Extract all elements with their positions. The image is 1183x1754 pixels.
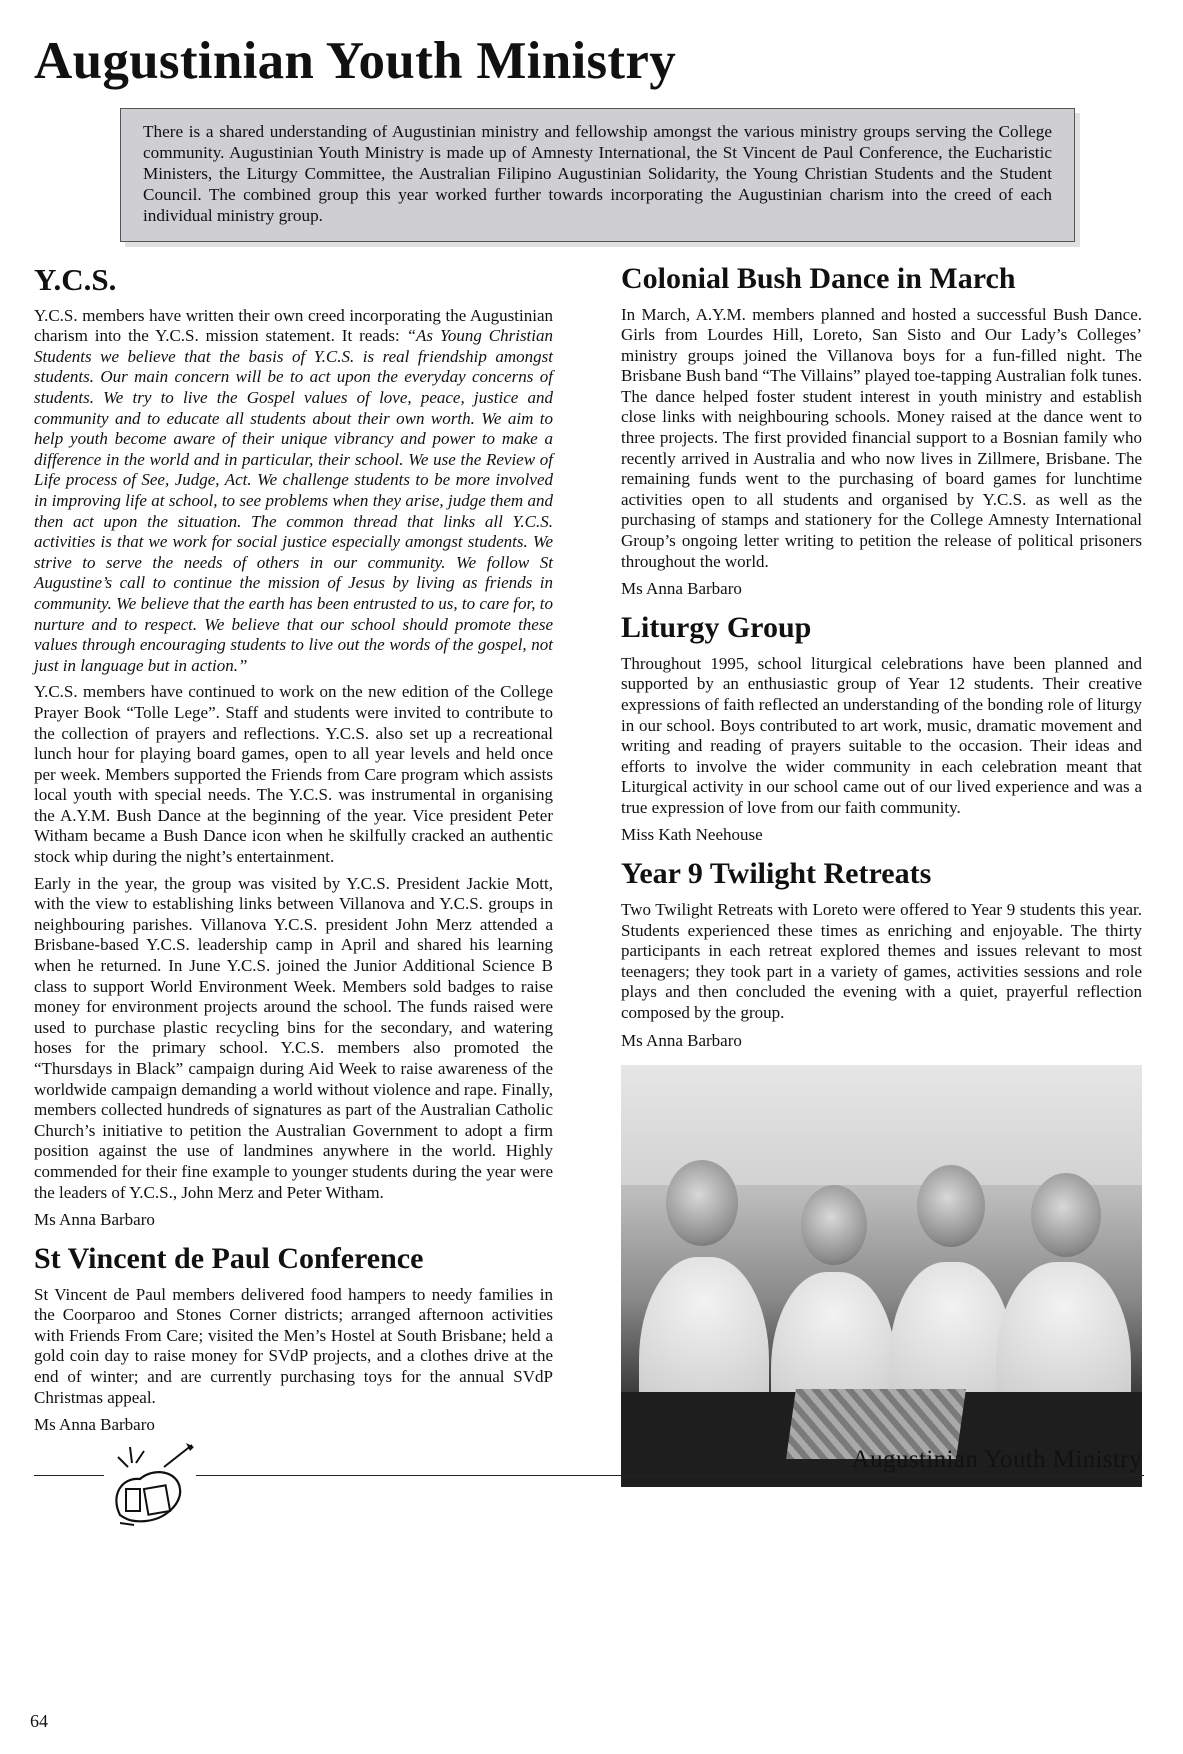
page-title: Augustinian Youth Ministry xyxy=(34,32,676,90)
intro-box: There is a shared understanding of Augustinian ministry and fellowship amongst the various ministry groups serving the College community. Augustinian Youth Ministry is made up of Amnesty International, the St Vincent de Paul Conference, the Eucharistic Ministers, the Liturgy Committee, the Australian Filipino Augustinian Solidarity, the Young Christian Students and the Student Council. The combined group this year worked further towards incorporating the Augustinian charism into the creed of each individual ministry group. xyxy=(120,108,1075,242)
svdp-body: St Vincent de Paul members delivered food hampers to needy families in the Coorparoo and Stones Corner districts; arranged afternoon activities with Friends From Care; visited the Men’s Hostel at South Brisbane; held a gold coin day to raise money for SVdP projects, and a clothes drive at the end of winter; and are currently purchasing toys for the annual SVdP Christmas appeal. xyxy=(34,1284,553,1407)
photo-student-4-head xyxy=(1031,1173,1101,1257)
photo-student-1-head xyxy=(666,1160,738,1246)
photo-student-3-head xyxy=(917,1165,985,1247)
page-number: 64 xyxy=(30,1711,48,1731)
footer-rule-right xyxy=(196,1475,1144,1476)
ycs-creed-paragraph xyxy=(34,306,553,677)
bush-dance-heading: Colonial Bush Dance in March xyxy=(621,262,1016,295)
bush-dance-body: In March, A.Y.M. members planned and hosted a successful Bush Dance. Girls from Lourdes Hill, Loreto, San Sisto and Our Lady’s Colleges’ ministry groups joined the Villanova boys for a fun-filled night. The Brisbane Bush band “The Villains” played toe-tapping Australian folk tunes. The dance helped foster student interest in youth ministry and establish close links with neighbouring schools. Money raised at the dance went to three projects. The first provided financial support to a Bosnian family who recently arrived in Australia and who now lives in Zillmere, Brisbane. The remaining funds went to the purchasing of board games for lunchtime activities open to all students and organised by Y.C.S. as well as the purchasing of stamps and stationery for the College Amnesty International Group’s ongoing letter writing to petition the release of political prisoners throughout the world. xyxy=(621,304,1142,571)
liturgy-body: Throughout 1995, school liturgical celebrations have been planned and supported by an enthusiastic group of Year 12 students. Their creative expressions of faith reflected an understanding of the bonding role of liturgy in our school. Boys contributed to art work, music, dramatic movement and writing and reading of prayers suitable to the occasion. Their ideas and efforts to involve the wider community in each celebration meant that Liturgical activity in our school came out of our lived experience and was a true expression of love from our faith community. xyxy=(621,653,1142,817)
ycs-paragraph-2: Y.C.S. members have continued to work on the new edition of the College Prayer Book “Tolle Lege”. Staff and students were invited to contribute to the collection of prayers and reflections. Y.C.S. also set up a recreational lunch hour for playing board games, open to all year levels and held once per week. Members supported the Friends from Care program which assists local youth with special needs. The Y.C.S. was instrumental in organising the A.Y.M. Bush Dance at the beginning of the year. Vice president Peter Witham became a Bush Dance icon when he skilfully cracked an authentic stock whip during the night’s entertainment. xyxy=(34,682,553,867)
liturgy-heading: Liturgy Group xyxy=(621,611,812,645)
bush-dance-signature: Ms Anna Barbaro xyxy=(621,579,742,599)
retreats-signature: Ms Anna Barbaro xyxy=(621,1030,742,1050)
college-logo-icon xyxy=(100,1437,200,1529)
ycs-heading: Y.C.S. xyxy=(34,262,117,297)
left-column xyxy=(34,262,553,1447)
ycs-signature: Ms Anna Barbaro xyxy=(34,1210,155,1230)
liturgy-signature: Miss Kath Neehouse xyxy=(621,825,763,845)
right-column xyxy=(621,262,1142,1487)
retreats-heading: Year 9 Twilight Retreats xyxy=(621,857,932,891)
footer-rule-left xyxy=(34,1475,104,1476)
svdp-signature: Ms Anna Barbaro xyxy=(34,1415,155,1435)
svdp-heading: St Vincent de Paul Conference xyxy=(34,1242,424,1276)
retreats-body: Two Twilight Retreats with Loreto were offered to Year 9 students this year. Students experienced these times as enriching and enjoyable. The thirty participants in each retreat explored themes and issues relevant to most teenagers; they took part in a variety of games, activities sessions and role plays and then concluded the evening with a quiet, prayerful reflection composed by the group. xyxy=(621,899,1142,1022)
ycs-paragraph-3: Early in the year, the group was visited by Y.C.S. President Jackie Mott, with the view to establishing links between Villanova and Y.C.S. groups in neighbouring parishes. Villanova Y.C.S. president John Merz attended a Brisbane-based Y.C.S. leadership camp in April and shared his learning when he returned. In June Y.C.S. joined the Junior Additional Science B class to support World Environment Week. Members sold badges to raise money for environment projects around the school. The funds raised were used to purchase plastic recycling bins for the secondary, and watering hoses for the primary school. Y.C.S. members also promoted the “Thursdays in Black” campaign during Aid Week to raise awareness of the worldwide campaign demanding a world without violence and rape. Finally, members collected hundreds of signatures as part of the Australian Catholic Church’s initiative to petition the Australian Government to adopt a firm position against the use of landmines anywhere in the world. Highly commended for their fine example to younger students during the year were the leaders of Y.C.S., John Merz and Peter Witham. xyxy=(34,873,553,1202)
footer-section-title: Augustinian Youth Ministry xyxy=(851,1446,1142,1473)
photo-student-2-head xyxy=(801,1185,867,1265)
ycs-lead: Y.C.S. members have written their own creed incorporating the Augustinian charism into the Y.C.S. mission statement. It reads: xyxy=(34,305,553,346)
students-photo xyxy=(621,1065,1142,1487)
ycs-creed-quote: “As Young Christian Students we believe that the basis of Y.C.S. is real friendship amongst students. Our main concern will be to act upon the everyday concerns of students. We try to live the Gospel values of love, peace, justice and community and to educate all students about their own worth. We aim to help youth become aware of their unique vibrancy and power to make a difference in the world and in particular, their school. We use the Review of Life process of See, Judge, Act. We challenge students to be more involved in improving life at school, to see problems when they arise, judge them and then act upon the situation. The common thread that links all Y.C.S. activities is that we work for social justice especially amongst students. We strive to serve the needs of others in our community. We follow St Augustine’s call to continue the mission of Jesus by living as friends in community. We believe that the earth has been entrusted to us, to care for, to nurture and to respect. We believe that our school should promote these values through encouraging students to live out the words of the gospel, not just in language but in action.” xyxy=(34,326,554,675)
